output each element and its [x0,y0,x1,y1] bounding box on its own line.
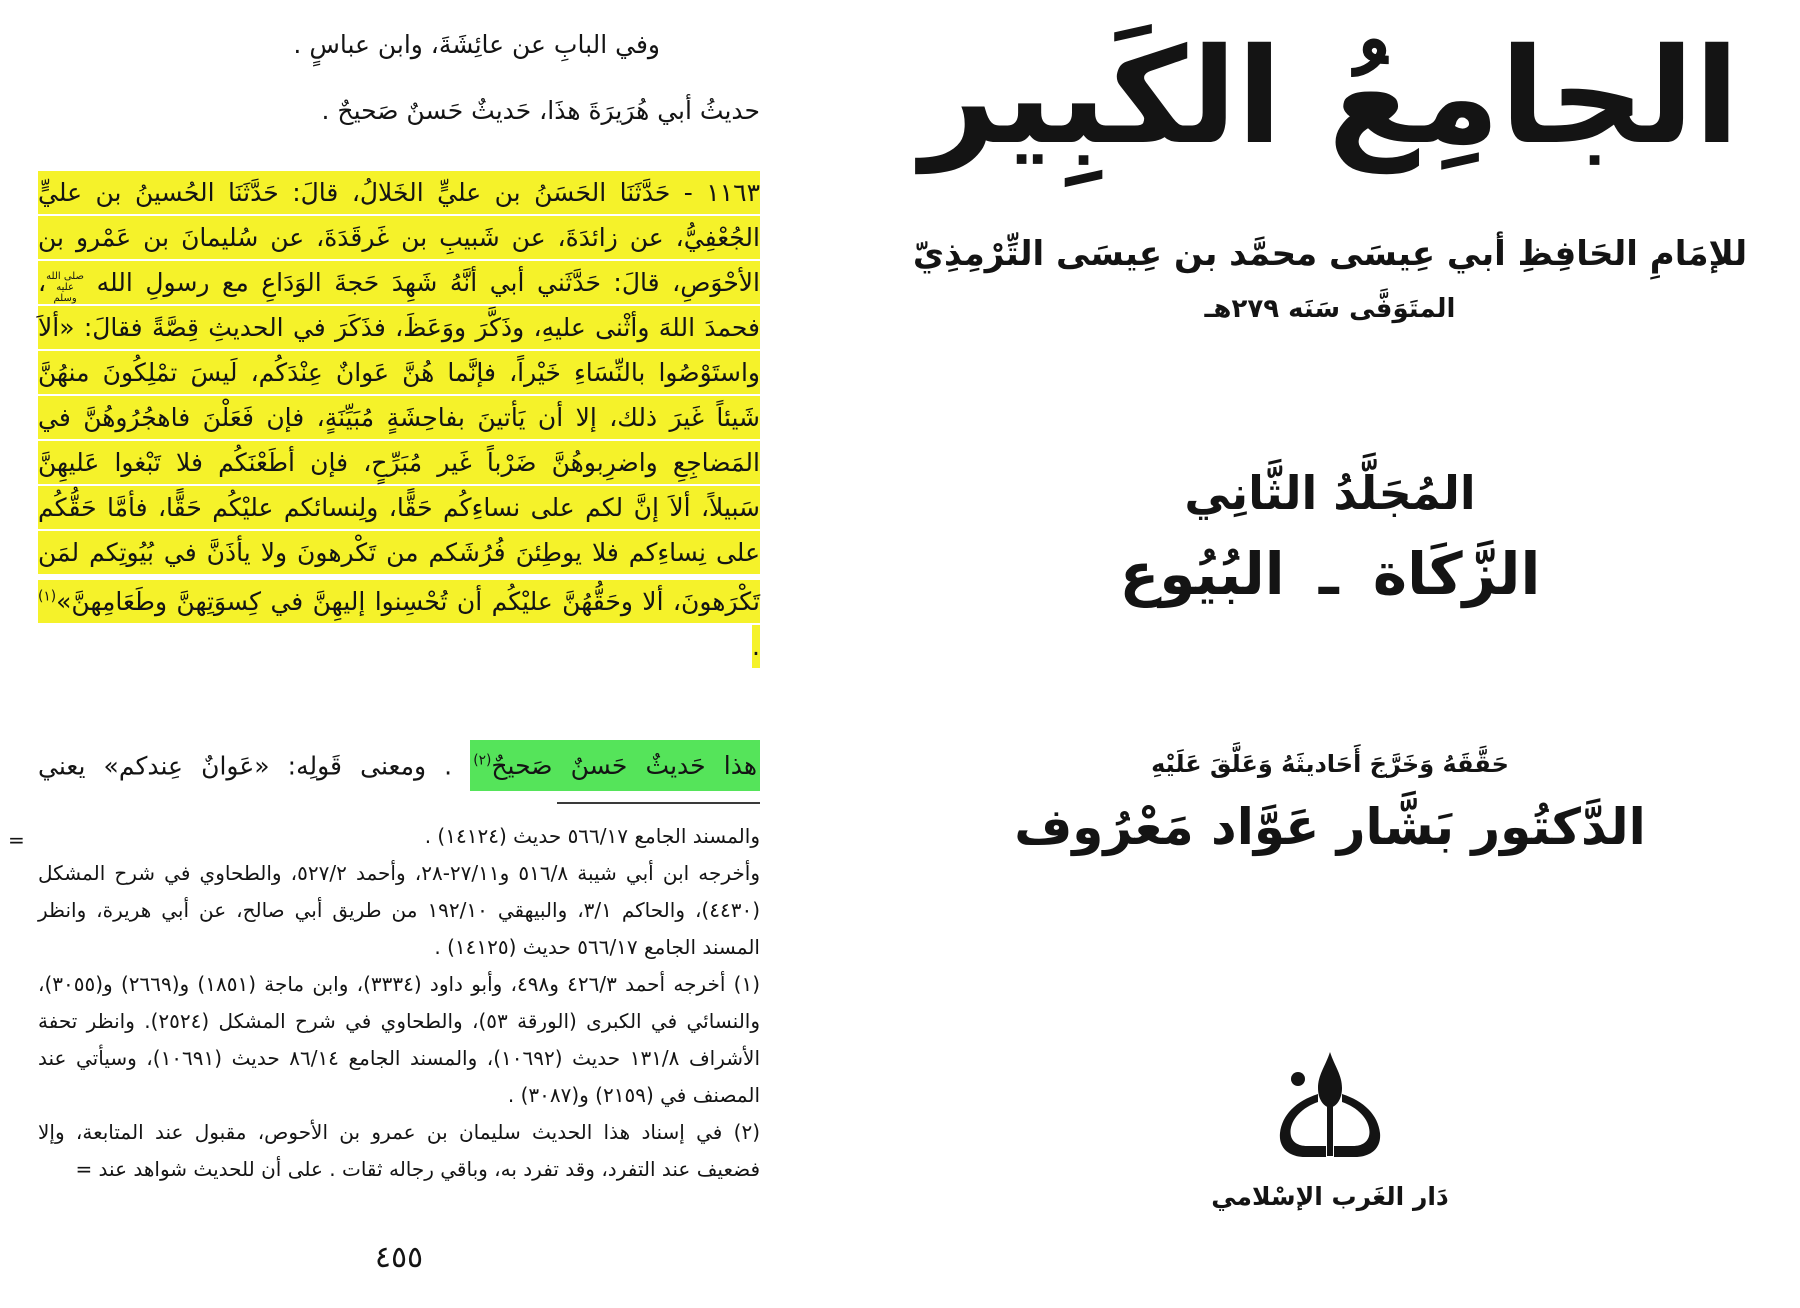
grading-rest-text: . ومعنى قَولِه: «عَوانٌ عِندكم» يعني [38,751,471,781]
footnote-continued-line: والمسند الجامع ٥٦٦/١٧ حديث (١٤١٢٤) . [424,824,760,848]
footnote-item-2 [38,1114,760,1188]
grading-intro-text: حديثُ أبي هُرَيرَةَ هذَا، حَديثٌ حَسنٌ صَحيحٌ . [321,96,760,125]
footnote-ref-2: (٢) [473,753,492,769]
left-page [8,0,761,1308]
footnote-2-text: في إسناد هذا الحديث سليمان بن عمرو بن الأحوص، مقبول عند المتابعة، وإلا فضعيف عند التفرد، وقد تفرد به، وباقي رجاله ثقات . على أن للحديث شواهد عند = [38,1120,760,1181]
footnote-1-marker: (١) [733,972,761,996]
footnote-separator-rule [557,802,760,804]
right-page-title [900,0,1760,1308]
grading-intro-line [38,96,760,125]
grading-text: هذا حَديثٌ حَسنٌ صَحيحٌ [491,751,757,781]
hadith-text-after: ، فحمدَ اللهَ وأثْنى عليهِ، وذَكَّرَ ووَعَظَ، فذَكَرَ في الحديثِ قِصَّةً فقالَ: «ألاَ واستَوْصُوا بالنِّسَاءِ خَيْراً، فإنَّما هُنَّ عَوانٌ عِنْدَكُم، لَيسَ تمْلِكُونَ منهُنَّ شَيئاً غَيرَ ذلك، إلا أن يَأتينَ بفاحِشَةٍ مُبَيِّنَةٍ، فإن فَعَلْنَ فاهجُرُوهُنَّ في المَضاجِعِ واضرِبوهُنَّ ضَرْباً غَير مُبَرِّحٍ، فإن أطَعْنَكُم فلا تَبْغوا عَليهِنَّ سَبيلاً، ألاَ إنَّ لكم على نساءِكُم حَقًّا، ولِنسائكم عليْكُم حَقًّا، فأمَّا حَقُّكُم على نِساءِكم فلا يوطِئنَ فُرُشَكم من تَكْرهونَ ولا يأذَنَّ في بُيُوتِكم لمَن تَكْرَهونَ، ألا وحَقُّهُنَّ عليْكُم أن تُحْسِنوا إليهِنَّ في كِسوَتِهنَّ وطَعَامِهنَّ» [38,268,760,617]
footnote-ref-1: (١) [38,589,57,605]
publisher-logo-icon [1255,1050,1405,1182]
chapter-note-line [38,30,760,59]
footnote-1-text: أخرجه أحمد ٤٢٦/٣ و٤٩٨، وأبو داود (٣٣٣٤)، وابن ماجة (١٨٥١) و(٢٦٦٩) و(٣٠٥٥)، والنسائي في الكبرى (الورقة ٥٣)، والطحاوي في شرح المشكل (٢٥٢٤). وانظر تحفة الأشراف ١٣١/٨ حديث (١٠٦٩٢)، والمسند الجامع ٨٦/١٤ حديث (١٠٦٩١)، وسيأتي عند المصنف في (٢١٥٩) و(٣٠٨٧) . [38,972,761,1107]
page-number: ٤٥٥ [374,1240,424,1275]
volume-title: المُجَلَّدُ الثَّانِي [1184,466,1476,520]
hadith-text-before: ١١٦٣ - حَدَّثَنَا الحَسَنُ بن عليٍّ الخَلالُ، قالَ: حَدَّثَنَا الحُسينُ بن عليٍّ الجُعْفِيُّ، عن زائدَةَ، عن شَبيبِ بن غَرقَدَةَ، عن سُليمانَ بن عَمْرو بن الأحْوَصِ، قالَ: حَدَّثَني أبي أنَّهُ شَهِدَ حَجةَ الوَدَاعِ مع رسولِ الله [38,178,760,297]
author-line: للإمَامِ الحَافِظِ أبي عِيسَى محمَّد بن عِيسَى التِّرْمِذِيّ [912,234,1748,274]
volume-contents: الزَّكَاة ـ البُيُوع [1119,540,1541,608]
footnote-item-1 [38,966,760,1114]
editor-tagline: حَقَّقَهُ وَخَرَّجَ أَحَاديثَهُ وَعَلَّقَ عَلَيْهِ [1151,750,1509,778]
footnote-continued-para: وأخرجه ابن أبي شيبة ٥١٦/٨ و٢٧/١١-٢٨، وأحمد ٥٢٧/٢، والطحاوي في شرح المشكل (٤٤٣٠)، والحاكم ٣/١، والبيهقي ١٩٢/١٠ من طريق أبي صالح، عن أبي هريرة، وانظر المسند الجامع ٥٦٦/١٧ حديث (١٤١٢٥) . [38,861,761,959]
salla-allahu-alayhi-wasallam-mark: صلى الله عليه وسلم [46,270,84,304]
book-title: الجامِعُ الكَبِير [920,20,1740,174]
yellow-highlight [38,171,760,668]
footnote-continuation-marker: = [8,828,25,852]
death-year-line: المتَوَفَّى سَنَه ٢٧٩هـ [1204,294,1456,324]
grading-line [38,736,760,791]
footnotes-block [8,818,761,1188]
publisher-name: دَار الغَرب الإسْلامي [1211,1182,1449,1211]
chapter-note-text: وفي البابِ عن عائِشَةَ، وابن عباسٍ . [293,30,660,59]
hadith-paragraph [38,170,760,669]
footnote-2-marker: (٢) [733,1120,761,1144]
hadith-trailing-period: . [752,632,760,662]
editor-name: الدَّكتُور بَشَّار عَوَّاد مَعْرُوف [1014,798,1646,856]
green-highlight [470,740,760,791]
publisher-block [900,1050,1760,1211]
